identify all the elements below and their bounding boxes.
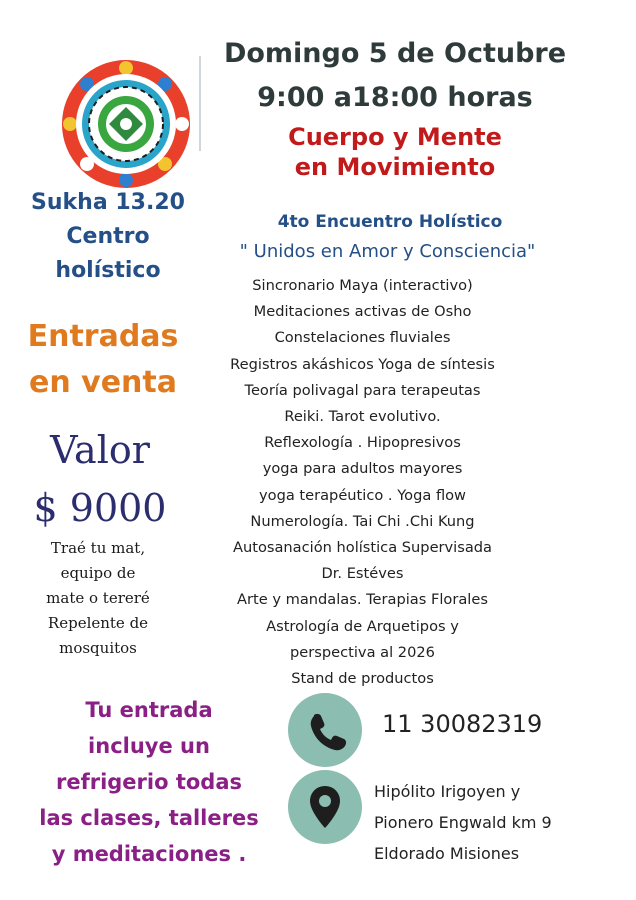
brand-line: holístico — [55, 258, 161, 283]
activity-item: Dr. Estéves — [321, 565, 404, 583]
bring-line: Repelente de — [47, 614, 149, 632]
sale-line: Entradas — [27, 319, 179, 354]
address-line: Pionero Engwald km 9 — [374, 813, 552, 832]
event-hours: 9:00 a18:00 horas — [257, 82, 533, 113]
includes-line: Tu entrada — [85, 698, 213, 722]
event-theme-line: Cuerpo y Mente — [288, 123, 502, 151]
activity-item: Teoría polivagal para terapeutas — [244, 381, 481, 399]
mayan-calendar-logo — [60, 58, 192, 190]
includes-line: y meditaciones . — [51, 842, 247, 866]
encuentro-title: 4to Encuentro Holístico — [277, 212, 503, 232]
bring-line: mate o tereré — [46, 589, 150, 607]
sale-line: en venta — [29, 365, 177, 400]
activity-item: Meditaciones activas de Osho — [253, 303, 472, 321]
brand-line: Centro — [66, 224, 150, 249]
tickets-on-sale — [12, 314, 194, 406]
activity-item: Registros akáshicos Yoga de síntesis — [230, 355, 495, 373]
includes-line: refrigerio todas — [55, 770, 243, 794]
activity-item: Arte y mandalas. Terapias Florales — [237, 591, 488, 609]
activity-item: perspectiva al 2026 — [290, 643, 435, 661]
event-slogan: " Unidos en Amor y Consciencia" — [239, 241, 536, 262]
event-theme — [215, 122, 575, 182]
bring-line: mosquitos — [59, 639, 137, 657]
price-label: Valor — [50, 428, 150, 472]
ticket-includes — [14, 692, 284, 872]
activity-item: Autosanación holística Supervisada — [233, 539, 492, 557]
location-icon-circle — [288, 770, 362, 844]
activity-item: yoga para adultos mayores — [262, 460, 463, 478]
event-date: Domingo 5 de Octubre — [223, 38, 567, 69]
phone-number: 11 30082319 — [382, 710, 543, 738]
address-line: Hipólito Irigoyen y — [374, 782, 521, 801]
phone-icon — [288, 693, 362, 767]
includes-line: incluye un — [88, 734, 210, 758]
divider-line — [199, 56, 201, 151]
activity-item: Astrología de Arquetipos y — [266, 617, 459, 635]
address — [374, 776, 552, 869]
activity-item: Constelaciones fluviales — [274, 329, 451, 347]
phone-icon-circle — [288, 693, 362, 767]
activity-item: Numerología. Tai Chi .Chi Kung — [250, 512, 475, 530]
price-value: $ 9000 — [33, 486, 167, 530]
bring-line: equipo de — [60, 564, 136, 582]
activity-item: Stand de productos — [291, 670, 434, 688]
activities-list — [185, 273, 540, 692]
brand-name — [20, 186, 196, 288]
location-pin-icon — [288, 770, 362, 844]
activity-item: Reiki. Tarot evolutivo. — [284, 408, 441, 426]
activity-item: Sincronario Maya (interactivo) — [252, 277, 473, 294]
bring-line: Traé tu mat, — [50, 539, 146, 557]
event-theme-line: en Movimiento — [294, 153, 496, 181]
activity-item: yoga terapéutico . Yoga flow — [259, 486, 466, 504]
includes-line: las clases, talleres — [39, 806, 259, 830]
bring-items — [18, 536, 178, 661]
activity-item: Reflexología . Hipopresivos — [264, 434, 461, 452]
address-line: Eldorado Misiones — [374, 844, 520, 863]
brand-line: Sukha 13.20 — [31, 190, 185, 215]
